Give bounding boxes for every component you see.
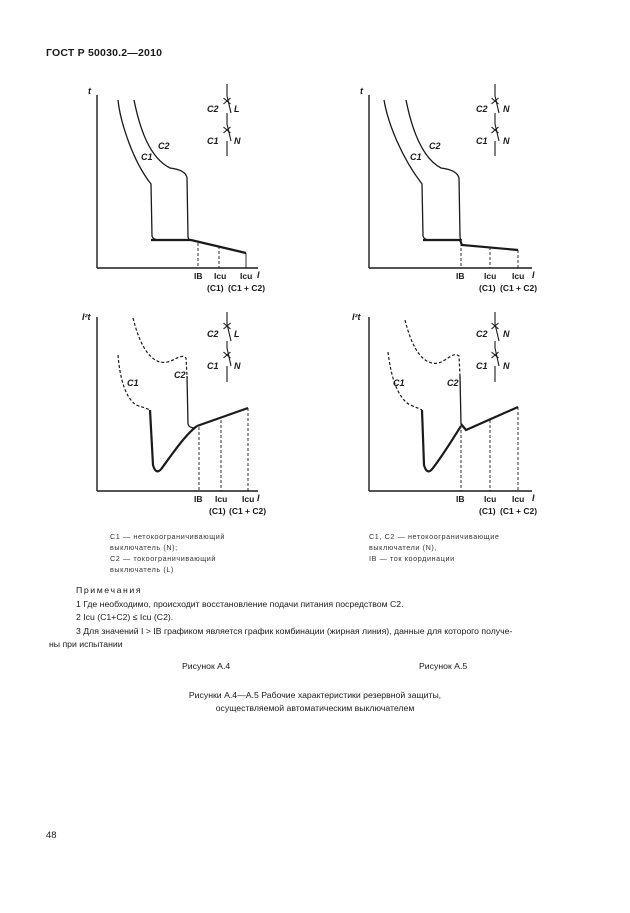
tick-ib: IB bbox=[456, 494, 465, 504]
combination-line bbox=[423, 240, 518, 250]
tick-c1c2: (C1 + C2) bbox=[228, 283, 266, 293]
breaker-label-c1: C1 bbox=[207, 136, 219, 146]
curve-label-c1: C1 bbox=[127, 378, 139, 388]
breaker-label-n: N bbox=[234, 136, 241, 146]
document-header: ГОСТ Р 50030.2—2010 bbox=[46, 47, 163, 59]
breaker-label-c2: C2 bbox=[207, 329, 219, 339]
curve-c2 bbox=[406, 100, 462, 240]
breaker-symbol bbox=[492, 312, 500, 382]
breaker-label-n: N bbox=[503, 104, 510, 114]
axis-label-i2t: I²t bbox=[352, 312, 361, 322]
curve-label-c2: C2 bbox=[158, 141, 170, 151]
legend-line: выключатели (N), bbox=[369, 543, 437, 552]
breaker-label-n: N bbox=[503, 329, 510, 339]
note-1: 1 Где необходимо, происходит восстановление подачи питания посредством C2. bbox=[76, 598, 404, 609]
axis-label-i: I bbox=[532, 493, 535, 503]
axis-label-i: I bbox=[257, 493, 260, 503]
combination-line bbox=[151, 240, 246, 253]
figure-caption bbox=[0, 689, 630, 714]
note-3-continued: ны при испытании bbox=[49, 639, 123, 649]
tick-c1: (C1) bbox=[207, 283, 224, 293]
curve-c2 bbox=[134, 100, 191, 240]
page-number: 48 bbox=[46, 830, 57, 841]
caption-line-1: Рисунки А.4—А.5 Рабочие характеристики резервной защиты, bbox=[188, 690, 442, 700]
breaker-symbol bbox=[224, 312, 232, 382]
tick-icu-2: Icu bbox=[512, 271, 525, 281]
tick-c1c2: (C1 + C2) bbox=[229, 506, 267, 516]
legend-line: C1 — нетокоограничивающий bbox=[110, 532, 225, 541]
tick-c1: (C1) bbox=[209, 506, 226, 516]
legend-a4 bbox=[110, 531, 225, 575]
tick-icu-1: Icu bbox=[484, 494, 497, 504]
tick-icu-2: Icu bbox=[242, 494, 255, 504]
figure-label-a4: Рисунок А.4 bbox=[182, 661, 231, 671]
breaker-label-c2: C2 bbox=[207, 104, 219, 114]
breaker-label-c2: C2 bbox=[476, 104, 488, 114]
breaker-symbol bbox=[492, 84, 500, 156]
tick-c1: (C1) bbox=[479, 506, 496, 516]
legend-line: IB — ток координации bbox=[369, 554, 455, 563]
axis-label-i: I bbox=[532, 270, 535, 280]
tick-c1c2: (C1 + C2) bbox=[500, 283, 538, 293]
breaker-label-c2: C2 bbox=[476, 329, 488, 339]
tick-c1c2: (C1 + C2) bbox=[500, 506, 538, 516]
breaker-label-l: L bbox=[234, 104, 240, 114]
curve-label-c1: C1 bbox=[141, 152, 153, 162]
breaker-symbol bbox=[224, 84, 232, 156]
legend-line: выключатель (L) bbox=[110, 565, 174, 574]
curve-label-c1: C1 bbox=[410, 152, 422, 162]
caption-line-2: осуществляемой автоматическим выключателем bbox=[215, 702, 415, 713]
curve-label-c2: C2 bbox=[429, 141, 441, 151]
figure-label-a5: Рисунок А.5 bbox=[419, 661, 468, 671]
axis-label-i2t: I²t bbox=[82, 312, 91, 322]
tick-icu-2: Icu bbox=[240, 271, 253, 281]
notes-title: Примечания bbox=[76, 585, 143, 595]
breaker-label-n: N bbox=[503, 361, 510, 371]
note-2: 2 Icu (C1+C2) ≤ Icu (C2). bbox=[76, 612, 174, 622]
curve-c2 bbox=[460, 376, 461, 424]
tick-icu-1: Icu bbox=[214, 271, 227, 281]
axis-label-t: t bbox=[88, 86, 91, 96]
tick-c1: (C1) bbox=[479, 283, 496, 293]
curve-c2 bbox=[187, 376, 195, 428]
curve-label-c2: C2 bbox=[447, 378, 459, 388]
tick-icu-1: Icu bbox=[215, 494, 228, 504]
curve-c1 bbox=[422, 410, 461, 471]
axis-label-t: t bbox=[360, 86, 363, 96]
tick-icu-1: Icu bbox=[484, 271, 497, 281]
breaker-label-n: N bbox=[503, 136, 510, 146]
legend-a5 bbox=[369, 531, 500, 564]
breaker-label-c1: C1 bbox=[476, 136, 488, 146]
note-3: 3 Для значений I > IB графиком является график комбинации (жирная линия), данные для которого получе- bbox=[76, 625, 513, 636]
tick-icu-2: Icu bbox=[512, 494, 525, 504]
legend-line: C2 — токоограничивающий bbox=[110, 554, 217, 563]
notes-block bbox=[49, 584, 586, 652]
breaker-label-n: N bbox=[234, 361, 241, 371]
breaker-label-c1: C1 bbox=[207, 361, 219, 371]
breaker-label-l: L bbox=[234, 329, 240, 339]
axis-label-i: I bbox=[257, 270, 260, 280]
legend-line: C1, C2 — нетокоограничивающие bbox=[369, 532, 500, 541]
legend-line: выключатель (N); bbox=[110, 543, 178, 552]
tick-ib: IB bbox=[194, 271, 203, 281]
combination-line bbox=[197, 408, 248, 426]
tick-ib: IB bbox=[456, 271, 465, 281]
tick-ib: IB bbox=[194, 494, 203, 504]
curve-label-c2: C2 bbox=[174, 370, 186, 380]
combination-line bbox=[461, 407, 518, 430]
breaker-label-c1: C1 bbox=[476, 361, 488, 371]
curve-label-c1: C1 bbox=[393, 378, 405, 388]
curve-c1 bbox=[150, 410, 197, 471]
